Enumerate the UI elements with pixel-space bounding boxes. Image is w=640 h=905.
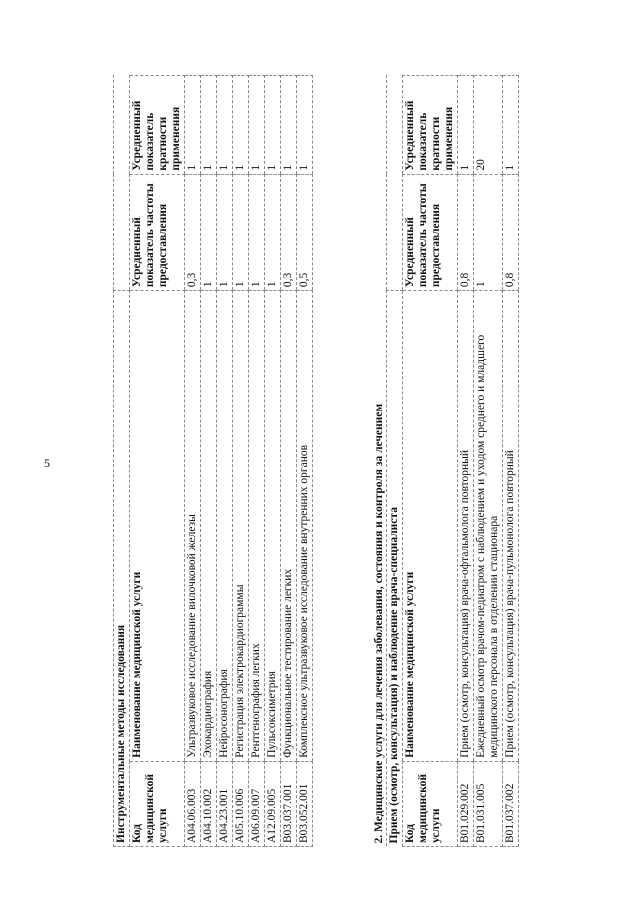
service-code: A04.23.001 xyxy=(217,761,233,846)
section-title: 2. Медицинские услуги для лечения заболевания, состояния и контроля за лечением xyxy=(373,403,385,844)
header-code: Код медицинской услуги xyxy=(130,761,185,846)
table-subcaption-row xyxy=(387,76,403,847)
instrumental-methods-table xyxy=(113,75,313,847)
table-row xyxy=(265,76,281,847)
service-name: Функциональное тестирование легких xyxy=(281,291,297,762)
header-multiplicity: Усредненный показатель кратности применения xyxy=(403,76,458,175)
service-name: Ежедневный осмотр врачом-педиатром с наблюдением и уходом среднего и младшего медицинского персонала в отделении стационара xyxy=(474,291,503,762)
table-header-row xyxy=(130,76,185,847)
service-code: A04.06.003 xyxy=(185,761,201,846)
service-multiplicity: 1 xyxy=(217,76,233,175)
service-multiplicity: 1 xyxy=(201,76,217,175)
service-code: A05.10.006 xyxy=(233,761,249,846)
table-row xyxy=(249,76,265,847)
table-row xyxy=(458,76,474,847)
header-multiplicity: Усредненный показатель кратности применения xyxy=(130,76,185,175)
service-name: Прием (осмотр, консультация) врача-пульмонолога повторный xyxy=(503,291,519,762)
header-frequency: Усредненный показатель частоты предоставления xyxy=(403,174,458,291)
service-code: B01.037.002 xyxy=(503,761,519,846)
service-code: A06.09.007 xyxy=(249,761,265,846)
table-header-row xyxy=(403,76,458,847)
section-title: Инструментальные методы исследования xyxy=(114,291,130,847)
service-multiplicity: 1 xyxy=(503,76,519,175)
service-name: Нейросонография xyxy=(217,291,233,762)
header-code: Код медицинской услуги xyxy=(403,761,458,846)
service-code: B01.029.002 xyxy=(458,761,474,846)
service-frequency: 1 xyxy=(201,174,217,291)
service-frequency: 0,8 xyxy=(458,174,474,291)
service-frequency: 1 xyxy=(265,174,281,291)
table-row xyxy=(503,76,519,847)
service-frequency: 1 xyxy=(249,174,265,291)
service-multiplicity: 1 xyxy=(265,76,281,175)
header-name: Наименование медицинской услуги xyxy=(130,291,185,762)
service-frequency: 1 xyxy=(474,174,503,291)
service-code: B03.037.001 xyxy=(281,761,297,846)
table-row xyxy=(217,76,233,847)
service-code: B03.052.001 xyxy=(297,761,313,846)
table-row xyxy=(233,76,249,847)
service-name: Регистрация электрокардиограммы xyxy=(233,291,249,762)
service-frequency: 0,8 xyxy=(503,174,519,291)
service-code: A04.10.002 xyxy=(201,761,217,846)
table-row xyxy=(281,76,297,847)
service-multiplicity: 1 xyxy=(233,76,249,175)
service-frequency: 1 xyxy=(233,174,249,291)
service-code: B01.031.005 xyxy=(474,761,503,846)
service-frequency: 0,3 xyxy=(281,174,297,291)
header-frequency: Усредненный показатель частоты предоставления xyxy=(130,174,185,291)
service-name: Прием (осмотр, консультация) врача-офтальмолога повторный xyxy=(458,291,474,762)
table-row xyxy=(201,76,217,847)
service-frequency: 0,3 xyxy=(185,174,201,291)
header-name: Наименование медицинской услуги xyxy=(403,291,458,762)
service-frequency: 1 xyxy=(217,174,233,291)
table-row xyxy=(474,76,503,847)
service-multiplicity: 1 xyxy=(281,76,297,175)
section-subtitle: Прием (осмотр, консультация) и наблюдение врача-специалиста xyxy=(387,291,403,847)
service-name: Пульсоксиметрия xyxy=(265,291,281,762)
service-multiplicity: 1 xyxy=(249,76,265,175)
page-number: 5 xyxy=(44,456,50,470)
table-caption-row xyxy=(372,76,387,847)
service-code: A12.09.005 xyxy=(265,761,281,846)
table-row xyxy=(185,76,201,847)
service-name: Рентгенография легких xyxy=(249,291,265,762)
table-caption-row xyxy=(114,76,130,847)
service-multiplicity: 1 xyxy=(297,76,313,175)
service-multiplicity: 20 xyxy=(474,76,503,175)
service-name: Эхокардиография xyxy=(201,291,217,762)
treatment-services-table xyxy=(372,75,519,847)
service-multiplicity: 1 xyxy=(185,76,201,175)
service-name: Ультразвуковое исследование вилочковой железы xyxy=(185,291,201,762)
service-name: Комплексное ультразвуковое исследование внутренних органов xyxy=(297,291,313,762)
service-frequency: 0,5 xyxy=(297,174,313,291)
service-multiplicity: 1 xyxy=(458,76,474,175)
table-row xyxy=(297,76,313,847)
